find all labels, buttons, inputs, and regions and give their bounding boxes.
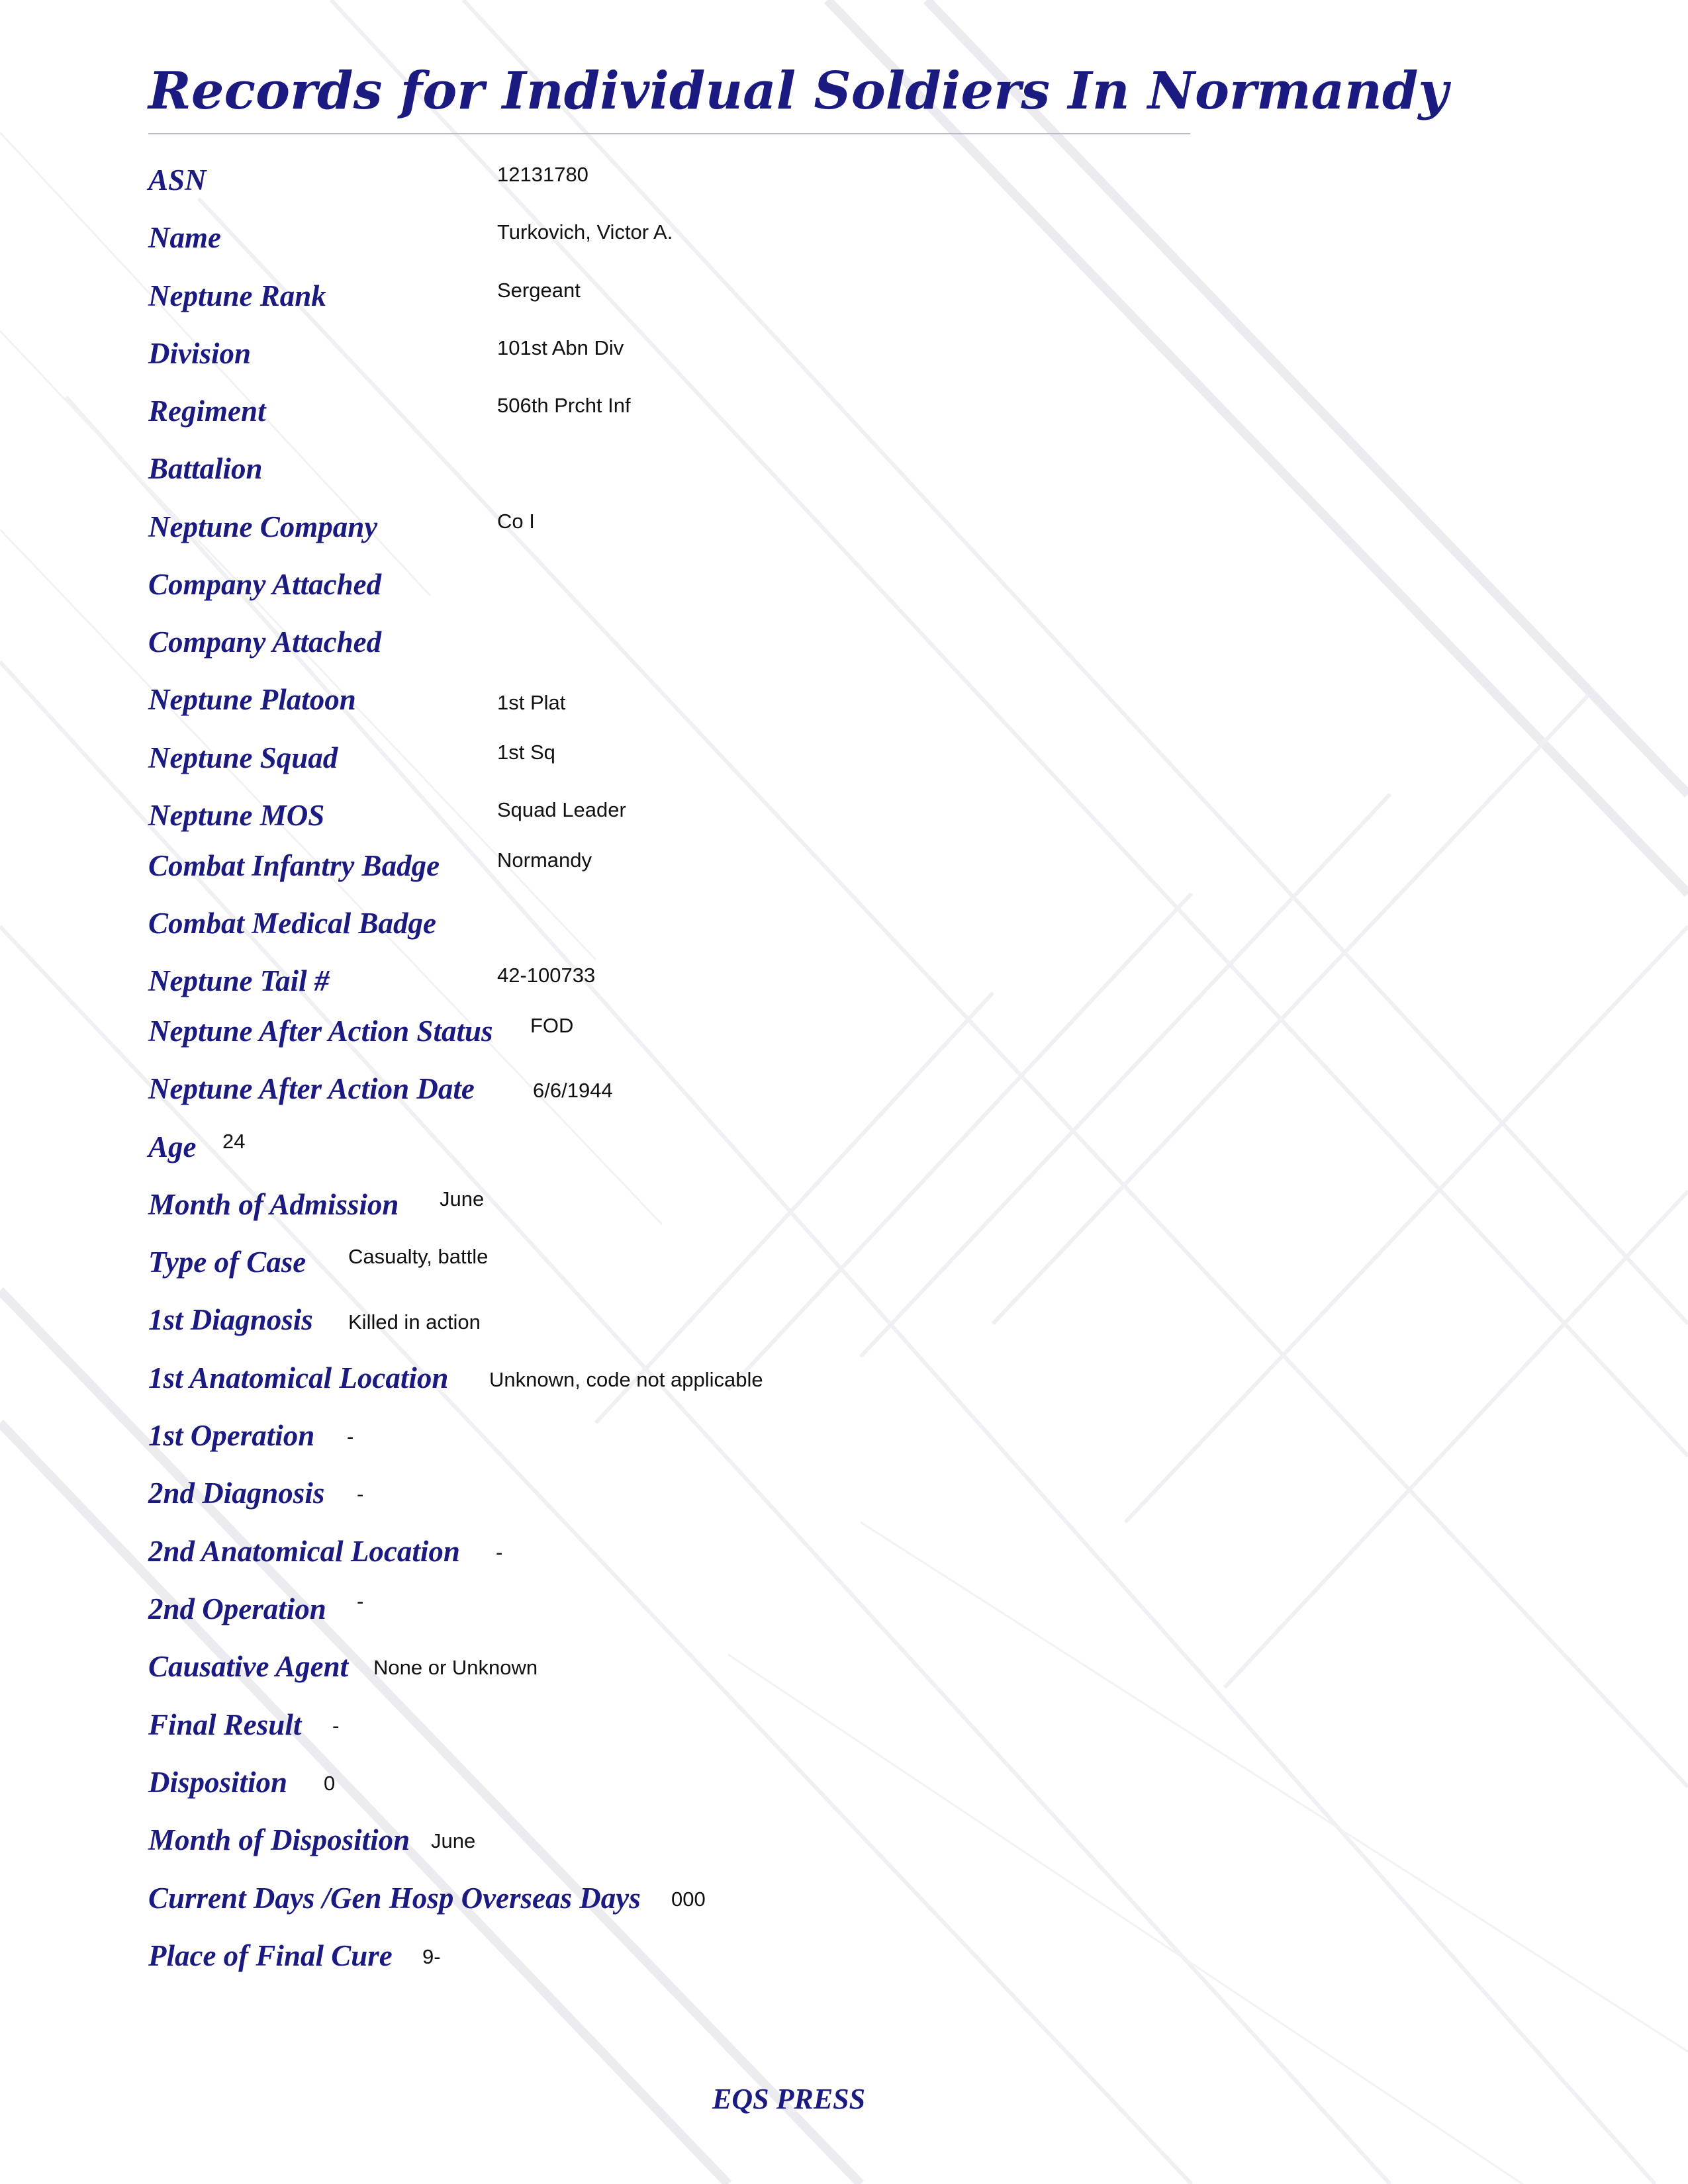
field-value-after-action-status: FOD (530, 1014, 574, 1037)
field-label-combat-infantry-badge: Combat Infantry Badge (148, 849, 440, 882)
field-value-neptune-squad: 1st Sq (497, 741, 555, 764)
field-value-1st-diagnosis: Killed in action (348, 1310, 481, 1334)
field-label-1st-anatomical-location: 1st Anatomical Location (148, 1361, 449, 1394)
footer-publisher: EQS PRESS (712, 2083, 866, 2115)
field-label-name: Name (148, 221, 221, 254)
field-value-neptune-rank: Sergeant (497, 279, 581, 302)
field-value-neptune-company: Co I (497, 510, 535, 533)
field-label-after-action-date: Neptune After Action Date (148, 1072, 475, 1105)
field-value-2nd-anatomical-location: - (496, 1541, 503, 1564)
field-label-division: Division (148, 337, 252, 370)
field-value-current-days-overseas: 000 (671, 1888, 706, 1911)
field-label-neptune-company: Neptune Company (148, 510, 378, 543)
field-value-after-action-date: 6/6/1944 (533, 1079, 613, 1102)
field-value-neptune-tail-number: 42-100733 (497, 964, 596, 987)
field-label-battalion: Battalion (148, 452, 263, 485)
field-label-current-days-overseas: Current Days /Gen Hosp Overseas Days (148, 1882, 641, 1915)
field-value-disposition: 0 (324, 1772, 336, 1795)
field-value-month-of-admission: June (440, 1187, 485, 1210)
field-value-division: 101st Abn Div (497, 336, 624, 359)
field-label-1st-operation: 1st Operation (148, 1419, 315, 1452)
field-label-age: Age (148, 1130, 197, 1163)
field-label-month-of-disposition: Month of Disposition (148, 1823, 410, 1856)
field-label-combat-medical-badge: Combat Medical Badge (148, 907, 436, 940)
field-label-asn: ASN (148, 163, 207, 197)
field-label-neptune-platoon: Neptune Platoon (148, 683, 356, 716)
field-label-neptune-mos: Neptune MOS (148, 799, 325, 832)
field-label-neptune-rank: Neptune Rank (148, 279, 326, 312)
field-label-disposition: Disposition (148, 1766, 288, 1799)
field-value-2nd-diagnosis: - (357, 1482, 364, 1506)
field-value-neptune-platoon: 1st Plat (497, 691, 566, 714)
field-label-type-of-case: Type of Case (148, 1246, 306, 1279)
field-label-place-of-final-cure: Place of Final Cure (148, 1939, 393, 1972)
field-label-neptune-tail-number: Neptune Tail # (148, 964, 330, 997)
field-label-company-attached-2: Company Attached (148, 625, 382, 659)
field-value-1st-anatomical-location: Unknown, code not applicable (489, 1368, 763, 1391)
field-value-1st-operation: - (347, 1425, 354, 1448)
field-value-asn: 12131780 (497, 163, 588, 186)
field-value-final-result: - (332, 1714, 340, 1737)
field-value-place-of-final-cure: 9- (422, 1945, 441, 1968)
field-label-2nd-diagnosis: 2nd Diagnosis (148, 1477, 325, 1510)
field-value-2nd-operation: - (357, 1590, 364, 1613)
field-label-1st-diagnosis: 1st Diagnosis (148, 1303, 313, 1336)
field-label-company-attached-1: Company Attached (148, 568, 382, 601)
field-label-final-result: Final Result (148, 1708, 302, 1741)
title-divider (148, 133, 1190, 134)
field-value-age: 24 (222, 1130, 246, 1153)
field-value-neptune-mos: Squad Leader (497, 798, 626, 821)
field-label-2nd-anatomical-location: 2nd Anatomical Location (148, 1535, 460, 1568)
field-value-combat-infantry-badge: Normandy (497, 848, 592, 872)
field-value-causative-agent: None or Unknown (373, 1656, 538, 1679)
page-title: Records for Individual Soldiers In Normandy (148, 61, 1448, 121)
field-label-month-of-admission: Month of Admission (148, 1188, 399, 1221)
field-value-type-of-case: Casualty, battle (348, 1245, 489, 1268)
field-value-name: Turkovich, Victor A. (497, 220, 673, 244)
field-value-month-of-disposition: June (431, 1829, 476, 1852)
field-label-2nd-operation: 2nd Operation (148, 1592, 326, 1625)
field-label-causative-agent: Causative Agent (148, 1650, 349, 1683)
field-label-neptune-squad: Neptune Squad (148, 741, 338, 774)
field-label-after-action-status: Neptune After Action Status (148, 1015, 493, 1048)
field-label-regiment: Regiment (148, 394, 266, 428)
field-value-regiment: 506th Prcht Inf (497, 394, 631, 417)
